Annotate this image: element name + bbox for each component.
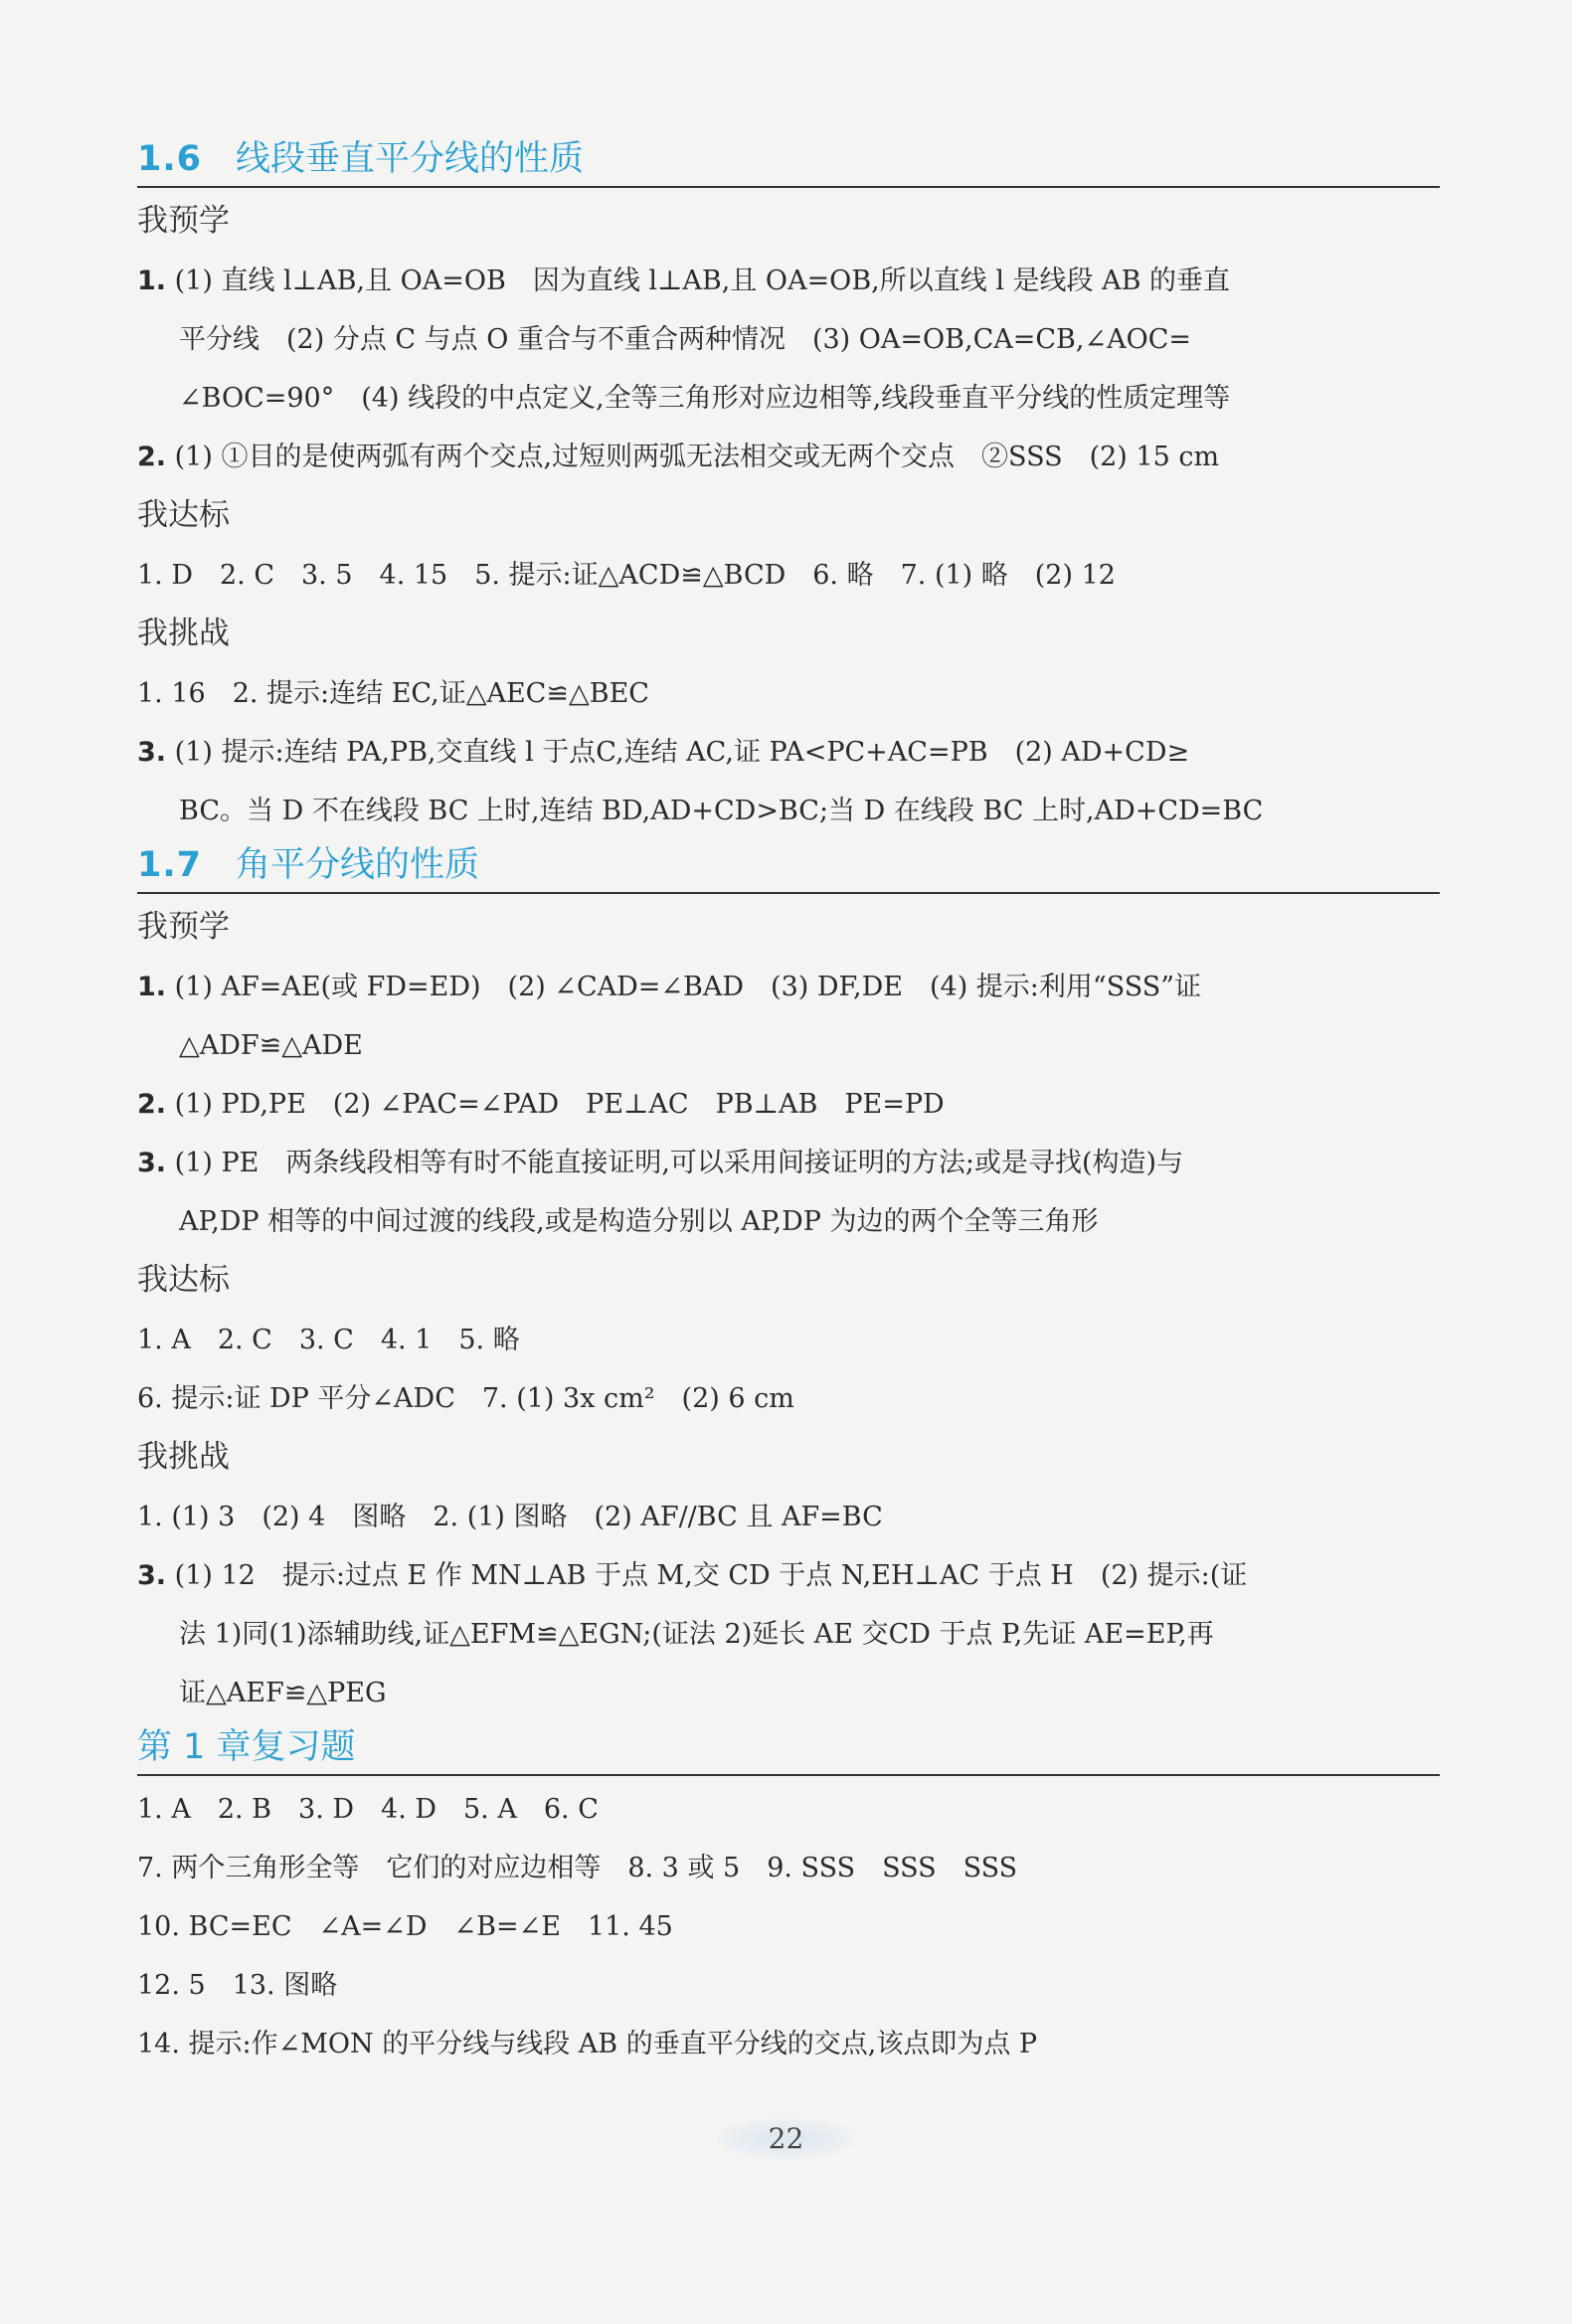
- subsection-heading: 我挑战: [137, 1439, 230, 1475]
- question-number: 2.: [137, 442, 167, 472]
- subsection-heading: 我达标: [137, 1262, 230, 1298]
- question-number: 3.: [137, 1148, 167, 1178]
- answer-text: BC。当 D 不在线段 BC 上时,连结 BD,AD+CD>BC;当 D 在线段 BC 上时,AD+CD=BC: [179, 796, 1264, 826]
- answer-line: [137, 1134, 1440, 1192]
- question-number: 1.: [137, 972, 167, 1002]
- page-number: 22: [717, 2118, 856, 2159]
- answer-line: [137, 1192, 1440, 1251]
- section-title-text: 第 1 章复习题: [137, 1727, 356, 1767]
- section-number: 1.7: [137, 845, 203, 885]
- question-number: 1.: [137, 266, 167, 296]
- answer-line: [137, 252, 1440, 310]
- answer-text: 12. 5 13. 图略: [137, 1970, 338, 2001]
- answer-line: [137, 1311, 1440, 1369]
- answer-text: (1) 直线 l⊥AB,且 OA=OB 因为直线 l⊥AB,且 OA=OB,所以直线 l 是线段 AB 的垂直: [174, 266, 1231, 296]
- answer-text: 14. 提示:作∠MON 的平分线与线段 AB 的垂直平分线的交点,该点即为点 P: [137, 2029, 1038, 2059]
- answer-line: [137, 369, 1440, 428]
- answer-text: 1. (1) 3 (2) 4 图略 2. (1) 图略 (2) AF//BC 且 AF=BC: [137, 1502, 883, 1532]
- answer-text: 1. A 2. B 3. D 4. D 5. A 6. C: [137, 1794, 599, 1825]
- answer-line: [137, 1075, 1440, 1134]
- answer-text: (1) 12 提示:过点 E 作 MN⊥AB 于点 M,交 CD 于点 N,EH⊥AC 于点 H (2) 提示:(证: [174, 1560, 1248, 1591]
- answer-text: 1. 16 2. 提示:连结 EC,证△AEC≌△BEC: [137, 678, 649, 709]
- answer-line: [137, 310, 1440, 369]
- section-title-text: 线段垂直平分线的性质: [236, 139, 585, 179]
- answer-line: [137, 1369, 1440, 1428]
- answer-text: 证△AEF≌△PEG: [179, 1678, 387, 1708]
- answer-line: [137, 1664, 1440, 1722]
- answer-line: [137, 1546, 1440, 1605]
- footer: [0, 2118, 1572, 2159]
- answer-text: ∠BOC=90° (4) 线段的中点定义,全等三角形对应边相等,线段垂直平分线的性质定理等: [179, 383, 1231, 414]
- section-title: [137, 840, 1440, 894]
- answer-text: △ADF≌△ADE: [179, 1030, 363, 1061]
- answer-text: (1) PE 两条线段相等有时不能直接证明,可以采用间接证明的方法;或是寻找(构造)与: [174, 1148, 1184, 1178]
- answer-line: [137, 546, 1440, 605]
- answer-line: [137, 1897, 1440, 1956]
- answer-page: [137, 134, 1440, 2073]
- answer-text: (1) ①目的是使两弧有两个交点,过短则两弧无法相交或无两个交点 ②SSS (2) 15 cm: [174, 442, 1220, 472]
- answer-text: (1) PD,PE (2) ∠PAC=∠PAD PE⊥AC PB⊥AB PE=PD: [174, 1089, 945, 1120]
- question-number: 3.: [137, 1560, 167, 1591]
- answer-text: AP,DP 相等的中间过渡的线段,或是构造分别以 AP,DP 为边的两个全等三角形: [179, 1206, 1099, 1237]
- section-2: [137, 1722, 1440, 2073]
- subsection-heading: 我达标: [137, 497, 230, 533]
- answer-text: 10. BC=EC ∠A=∠D ∠B=∠E 11. 45: [137, 1911, 673, 1942]
- answer-text: 1. D 2. C 3. 5 4. 15 5. 提示:证△ACD≌△BCD 6. 略 7. (1) 略 (2) 12: [137, 560, 1116, 591]
- answer-line: [137, 2015, 1440, 2073]
- answer-text: (1) 提示:连结 PA,PB,交直线 l 于点C,连结 AC,证 PA<PC+AC=PB (2) AD+CD≥: [174, 737, 1190, 768]
- answer-text: 1. A 2. C 3. C 4. 1 5. 略: [137, 1325, 520, 1355]
- question-number: 2.: [137, 1089, 167, 1120]
- subsection-heading: 我预学: [137, 203, 230, 239]
- answer-text: (1) AF=AE(或 FD=ED) (2) ∠CAD=∠BAD (3) DF,DE (4) 提示:利用“SSS”证: [174, 972, 1202, 1002]
- section-title: [137, 134, 1440, 188]
- answer-line: [137, 782, 1440, 840]
- section-title: [137, 1722, 1440, 1776]
- question-number: 3.: [137, 737, 167, 768]
- section-title-text: 角平分线的性质: [236, 845, 480, 885]
- section-0: [137, 134, 1440, 840]
- answer-line: [137, 1839, 1440, 1897]
- subsection-heading: 我预学: [137, 909, 230, 945]
- answer-line: [137, 1016, 1440, 1075]
- answer-text: 平分线 (2) 分点 C 与点 O 重合与不重合两种情况 (3) OA=OB,CA=CB,∠AOC=: [179, 324, 1191, 355]
- section-number: 1.6: [137, 139, 203, 179]
- answer-line: [137, 428, 1440, 486]
- answer-line: [137, 1488, 1440, 1546]
- answer-text: 7. 两个三角形全等 它们的对应边相等 8. 3 或 5 9. SSS SSS SSS: [137, 1853, 1018, 1883]
- answer-line: [137, 664, 1440, 723]
- answer-line: [137, 1780, 1440, 1839]
- answer-text: 6. 提示:证 DP 平分∠ADC 7. (1) 3x cm² (2) 6 cm: [137, 1383, 794, 1414]
- answer-line: [137, 723, 1440, 782]
- answer-text: 法 1)同(1)添辅助线,证△EFM≌△EGN;(证法 2)延长 AE 交CD 于点 P,先证 AE=EP,再: [179, 1619, 1214, 1650]
- answer-line: [137, 1605, 1440, 1664]
- answer-line: [137, 1956, 1440, 2015]
- subsection-heading: 我挑战: [137, 616, 230, 651]
- section-1: [137, 840, 1440, 1722]
- answer-line: [137, 958, 1440, 1016]
